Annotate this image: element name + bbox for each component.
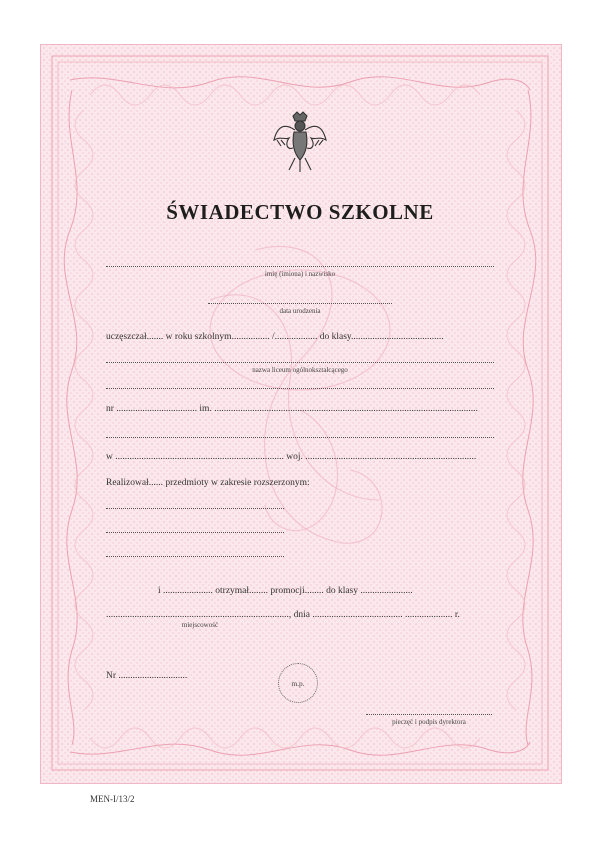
eagle-emblem-icon (271, 110, 329, 176)
signature-field[interactable] (366, 714, 492, 715)
date-line[interactable]: ............................................................................., dnia ...................................... .................... r. (106, 610, 460, 620)
patron-field-2[interactable] (106, 437, 494, 438)
place-caption: miejscowość (181, 621, 219, 629)
stamp-label: m.p. (291, 678, 305, 688)
name-field[interactable] (106, 266, 494, 267)
signature-caption: pieczęć i podpis dyrektora (392, 718, 466, 726)
school-name-field[interactable] (106, 362, 494, 363)
birthdate-caption: data urodzenia (279, 307, 321, 315)
register-number-line[interactable]: Nr ............................. (106, 671, 188, 681)
school-name-field-2[interactable] (106, 388, 494, 389)
school-number-line[interactable]: nr .................................. im. ............................................................................................................... (106, 404, 478, 414)
subject-field-2[interactable] (106, 532, 284, 533)
subject-field-3[interactable] (106, 556, 284, 557)
extended-subjects-line: Realizował...... przedmioty w zakresie rozszerzonym: (106, 478, 310, 488)
name-caption: imię (imiona) i nazwisko (264, 270, 336, 278)
attended-line[interactable]: uczęszczał....... w roku szkolnym................ /.................. do klasy....................................... (106, 332, 444, 342)
form-code: MEN-I/13/2 (90, 794, 135, 804)
promotion-line[interactable]: i ..................... otrzymał........ promocji........ do klasy ...................... (158, 586, 413, 596)
subject-field-1[interactable] (106, 508, 284, 509)
document-title: ŚWIADECTWO SZKOLNE (166, 200, 434, 224)
stamp-placeholder (278, 663, 318, 703)
location-line[interactable]: w ....................................................................... woj. ........................................................................ (106, 452, 477, 462)
birthdate-field[interactable] (208, 303, 392, 304)
school-name-caption: nazwa liceum ogólnokształcącego (252, 366, 348, 374)
